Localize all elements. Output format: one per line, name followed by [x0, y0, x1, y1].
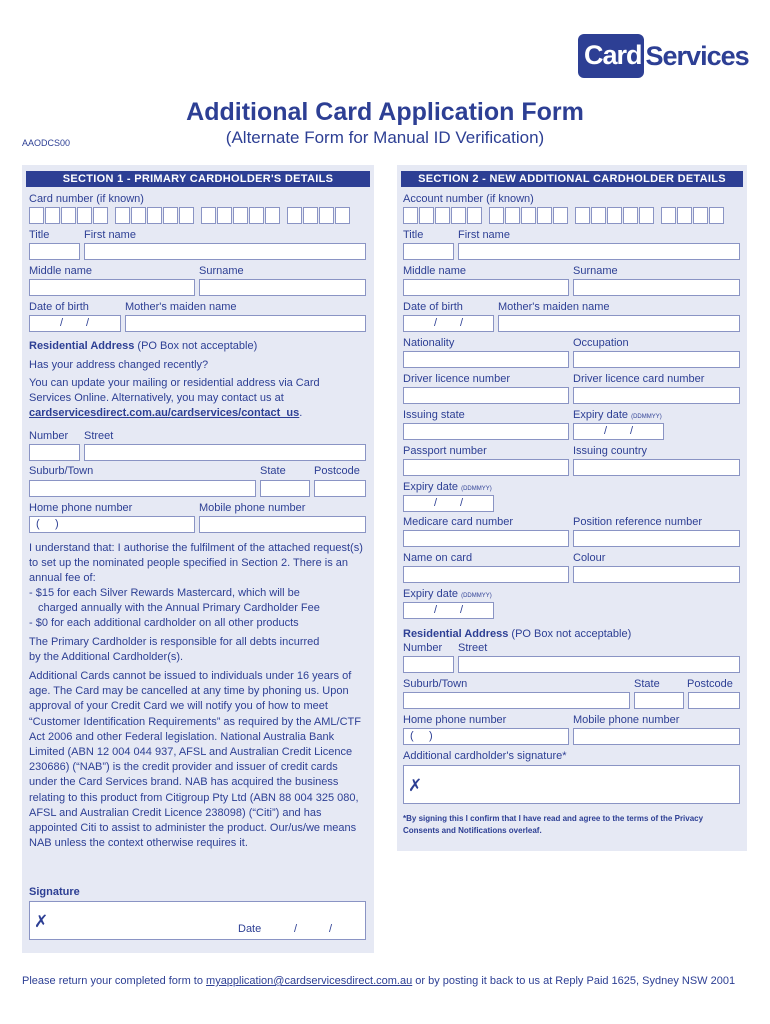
- s2-suburb-label: Suburb/Town: [403, 678, 468, 690]
- contact-us-link[interactable]: cardservicesdirect.com.au/cardservices/contact_us: [29, 407, 300, 420]
- s2-number-label: Number: [403, 642, 443, 654]
- position-ref-label: Position reference number: [573, 516, 703, 528]
- passport-input[interactable]: [403, 459, 569, 476]
- s1-date-sep-1: /: [294, 923, 298, 935]
- s2-dob-input[interactable]: / /: [403, 315, 494, 332]
- sign-here-icon: ✗: [34, 912, 49, 931]
- s2-home-phone-label: Home phone number: [403, 714, 507, 726]
- s1-first-name-input[interactable]: [84, 243, 366, 260]
- licence-expiry-label: Expiry date (DDMMYY): [573, 409, 662, 421]
- card-number-field[interactable]: [29, 207, 357, 224]
- issuing-country-label: Issuing country: [573, 445, 647, 457]
- s2-signature-box[interactable]: [403, 765, 740, 804]
- s2-middle-name-label: Middle name: [403, 265, 466, 277]
- s1-dob-label: Date of birth: [29, 301, 89, 313]
- s2-dob-label: Date of birth: [403, 301, 463, 313]
- s1-street-input[interactable]: [84, 444, 366, 461]
- s2-postcode-input[interactable]: [688, 692, 740, 709]
- issuing-state-input[interactable]: [403, 423, 569, 440]
- s1-mobile-phone-label: Mobile phone number: [199, 502, 306, 514]
- s1-surname-label: Surname: [199, 265, 244, 277]
- s1-number-input[interactable]: [29, 444, 80, 461]
- s1-maiden-input[interactable]: [125, 315, 366, 332]
- medicare-expiry-input[interactable]: / /: [403, 602, 494, 619]
- s1-first-name-label: First name: [84, 229, 136, 241]
- s1-home-phone-label: Home phone number: [29, 502, 133, 514]
- s1-signature-label: Signature: [29, 886, 80, 898]
- account-number-label: Account number (if known): [403, 193, 534, 205]
- s2-middle-name-input[interactable]: [403, 279, 569, 296]
- s1-middle-name-label: Middle name: [29, 265, 92, 277]
- s1-middle-name-input[interactable]: [29, 279, 195, 296]
- issuing-country-input[interactable]: [573, 459, 740, 476]
- s1-postcode-label: Postcode: [314, 465, 360, 477]
- section1-heading: SECTION 1 - PRIMARY CARDHOLDER'S DETAILS: [26, 171, 370, 187]
- medicare-label: Medicare card number: [403, 516, 514, 528]
- s1-postcode-input[interactable]: [314, 480, 366, 497]
- medicare-input[interactable]: [403, 530, 569, 547]
- name-on-card-label: Name on card: [403, 552, 473, 564]
- s2-maiden-label: Mother's maiden name: [498, 301, 610, 313]
- s1-suburb-label: Suburb/Town: [29, 465, 94, 477]
- s1-surname-input[interactable]: [199, 279, 366, 296]
- s2-mobile-phone-label: Mobile phone number: [573, 714, 680, 726]
- section2-heading: SECTION 2 - NEW ADDITIONAL CARDHOLDER DETAILS: [401, 171, 743, 187]
- s1-home-phone-input[interactable]: ( ): [29, 516, 195, 533]
- form-code: AAODCS00: [22, 138, 71, 148]
- s1-dob-input[interactable]: / /: [29, 315, 121, 332]
- s2-state-input[interactable]: [634, 692, 684, 709]
- s2-first-name-input[interactable]: [458, 243, 740, 260]
- responsible-text: The Primary Cardholder is responsible for all debts incurred by the Additional Cardholder(s).: [29, 636, 320, 664]
- occupation-input[interactable]: [573, 351, 740, 368]
- sign-here-icon: ✗: [408, 776, 423, 795]
- section1-panel: [22, 165, 374, 953]
- s2-first-name-label: First name: [458, 229, 510, 241]
- logo-services: Services: [645, 40, 749, 71]
- s1-maiden-label: Mother's maiden name: [125, 301, 237, 313]
- nationality-label: Nationality: [403, 337, 455, 349]
- s1-mobile-phone-input[interactable]: [199, 516, 366, 533]
- s1-state-label: State: [260, 465, 286, 477]
- s2-number-input[interactable]: [403, 656, 454, 673]
- passport-expiry-input[interactable]: / /: [403, 495, 494, 512]
- s2-suburb-input[interactable]: [403, 692, 630, 709]
- fee-2-text: - $0 for each additional cardholder on all other products: [29, 617, 299, 629]
- s2-street-input[interactable]: [458, 656, 740, 673]
- section2-panel: [397, 165, 747, 851]
- s1-residential-heading: Residential Address (PO Box not acceptable): [29, 340, 258, 352]
- s2-residential-heading: Residential Address (PO Box not acceptable): [403, 628, 632, 640]
- s2-signature-label: Additional cardholder's signature*: [403, 750, 567, 762]
- colour-label: Colour: [573, 552, 606, 564]
- licence-number-label: Driver licence number: [403, 373, 510, 385]
- s1-title-label: Title: [29, 229, 50, 241]
- s2-postcode-label: Postcode: [687, 678, 733, 690]
- position-ref-input[interactable]: [573, 530, 740, 547]
- s2-surname-input[interactable]: [573, 279, 740, 296]
- s1-suburb-input[interactable]: [29, 480, 256, 497]
- s1-date-sep-2: /: [329, 923, 333, 935]
- return-instructions: Please return your completed form to myapplication@cardservicesdirect.com.au or by posting it back to us at Reply Paid 1625, Sydney NSW 2001: [22, 975, 736, 987]
- s1-street-label: Street: [84, 430, 114, 442]
- licence-card-input[interactable]: [573, 387, 740, 404]
- passport-expiry-label: Expiry date (DDMMYY): [403, 481, 492, 493]
- update-address-text: You can update your mailing or residential address via Card Services Online. Alternatively, you may contact us at cardservicesdirect.com.au/cardservices/contact_us.: [29, 377, 320, 420]
- s2-street-label: Street: [458, 642, 488, 654]
- occupation-label: Occupation: [573, 337, 629, 349]
- fee-1b-text: charged annually with the Annual Primary Cardholder Fee: [38, 602, 320, 614]
- colour-input[interactable]: [573, 566, 740, 583]
- s2-title-input[interactable]: [403, 243, 454, 260]
- name-on-card-input[interactable]: [403, 566, 569, 583]
- s1-signature-box[interactable]: [29, 901, 366, 940]
- nationality-input[interactable]: [403, 351, 569, 368]
- s2-mobile-phone-input[interactable]: [573, 728, 740, 745]
- s2-surname-label: Surname: [573, 265, 618, 277]
- authorise-text: I understand that: I authorise the fulfilment of the attached request(s) to set up the nominated people specified in Section 2. There is an annual fee of:: [29, 542, 363, 585]
- page-title: Additional Card Application Form: [186, 98, 584, 126]
- email-link[interactable]: myapplication@cardservicesdirect.com.au: [206, 975, 413, 987]
- fee-1-text: - $15 for each Silver Rewards Mastercard, which will be: [29, 587, 300, 599]
- s2-maiden-input[interactable]: [498, 315, 740, 332]
- account-number-field[interactable]: [403, 207, 731, 224]
- licence-number-input[interactable]: [403, 387, 569, 404]
- s2-title-label: Title: [403, 229, 424, 241]
- issuing-state-label: Issuing state: [403, 409, 465, 421]
- medicare-expiry-label: Expiry date (DDMMYY): [403, 588, 492, 600]
- card-number-label: Card number (if known): [29, 193, 144, 205]
- s1-state-input[interactable]: [260, 480, 310, 497]
- licence-card-label: Driver licence card number: [573, 373, 705, 385]
- legal-text: Additional Cards cannot be issued to individuals under 16 years of age. The Card may be cancelled at any time by phoning us. Upon approval of your Credit Card we will notify you of how to meet “Customer Identification Requirements” as required by the AML/CTF Act 2006 and other Federal legislation. National Australia Bank Limited (ABN 12 004 044 937, AFSL and Australian Credit Licence 230686) (“NAB”) is the credit provider and issuer of credit cards under the Card Services brand. NAB has acquired the business relating to this product from Citigroup Pty Ltd (ABN 88 004 325 080, AFSL and Australian Credit Licence 238098) (“Citi”) and has appointed Citi to assist to administer the product. Our/us/we means NAB unless the context otherwise requires it.: [29, 670, 361, 850]
- card-services-logo: [578, 33, 749, 79]
- s1-number-label: Number: [29, 430, 69, 442]
- licence-expiry-input[interactable]: / /: [573, 423, 664, 440]
- address-changed-text: Has your address changed recently?: [29, 359, 209, 371]
- s1-date-label: Date: [238, 923, 262, 935]
- s2-state-label: State: [634, 678, 660, 690]
- passport-label: Passport number: [403, 445, 487, 457]
- logo-card: Card: [578, 34, 644, 78]
- s1-title-input[interactable]: [29, 243, 80, 260]
- s2-home-phone-input[interactable]: ( ): [403, 728, 569, 745]
- page-subtitle: (Alternate Form for Manual ID Verification): [225, 128, 545, 147]
- consent-note: *By signing this I confirm that I have read and agree to the terms of the Privacy Consents and Notifications overleaf.: [403, 814, 704, 835]
